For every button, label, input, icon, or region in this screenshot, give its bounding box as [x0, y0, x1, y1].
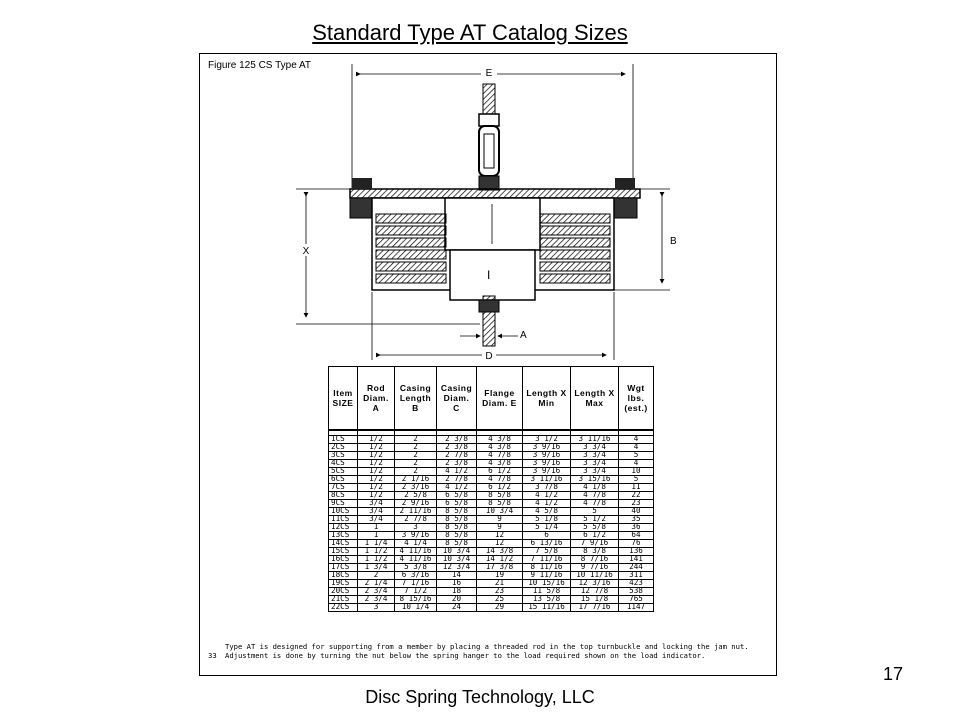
table-cell: 4 7/8 — [571, 492, 619, 500]
table-cell: 5 — [619, 476, 654, 484]
table-cell: 17CS — [329, 564, 358, 572]
table-cell: 141 — [619, 556, 654, 564]
table-cell: 8 5/8 — [477, 492, 523, 500]
table-cell: 6 1/2 — [477, 468, 523, 476]
table-cell: 6 3/16 — [395, 572, 437, 580]
table-row — [329, 460, 654, 468]
table-cell: 9 11/16 — [523, 572, 571, 580]
table-row — [329, 484, 654, 492]
slide-number: 17 — [883, 664, 904, 684]
table-row — [329, 444, 654, 452]
table-cell: 136 — [619, 548, 654, 556]
table-cell: 1 1/2 — [358, 556, 395, 564]
table-cell: 4 5/8 — [523, 508, 571, 516]
table-row — [329, 516, 654, 524]
table-cell: 4 7/8 — [571, 500, 619, 508]
table-cell: 5 — [571, 508, 619, 516]
table-cell: 4 3/8 — [477, 444, 523, 452]
slide-title: Standard Type AT Catalog Sizes — [312, 20, 628, 45]
table-cell: 1/2 — [358, 484, 395, 492]
table-cell: 19 — [477, 572, 523, 580]
table-cell: 22 — [619, 492, 654, 500]
table-cell: 244 — [619, 564, 654, 572]
table-cell: 13CS — [329, 532, 358, 540]
table-cell: 3/4 — [358, 516, 395, 524]
table-cell: 2 — [395, 452, 437, 460]
bottom-rod-nut — [479, 296, 499, 346]
table-cell: 1 1/4 — [358, 540, 395, 548]
table-cell: 423 — [619, 580, 654, 588]
table-cell: 1147 — [619, 604, 654, 612]
table-cell: 10CS — [329, 508, 358, 516]
spring-casing — [372, 198, 614, 300]
table-cell: 2 3/8 — [437, 460, 477, 468]
table-cell: 1/2 — [358, 492, 395, 500]
figure-label: Figure 125 CS Type AT — [208, 60, 312, 71]
table-cell: 3 11/16 — [523, 476, 571, 484]
table-cell: 3 15/16 — [571, 476, 619, 484]
table-cell: 5 1/4 — [523, 524, 571, 532]
table-cell: 11 — [619, 484, 654, 492]
table-cell: 2 — [395, 460, 437, 468]
table-cell: 2 — [395, 468, 437, 476]
table-cell: 8 5/8 — [437, 524, 477, 532]
table-cell: 36 — [619, 524, 654, 532]
table-cell: 24 — [437, 604, 477, 612]
table-cell: 14 1/2 — [477, 556, 523, 564]
table-cell: 7CS — [329, 484, 358, 492]
table-cell: 3 9/16 — [523, 452, 571, 460]
table-cell: 4 11/16 — [395, 548, 437, 556]
table-cell: 1 1/2 — [358, 548, 395, 556]
table-cell: 1 — [358, 532, 395, 540]
table-cell: 25 — [477, 596, 523, 604]
table-cell: 8 3/8 — [571, 548, 619, 556]
table-cell: 21 — [477, 580, 523, 588]
note-text: Type AT is designed for supporting from a member by placing a threaded rod in the top turnbuckle and locking the jam nut. Adjustment is done by turning the nut below the spring hanger to the load required shown on the load indicator. — [225, 642, 749, 660]
table-cell: 3 — [358, 604, 395, 612]
table-cell: 11CS — [329, 516, 358, 524]
table-cell: 3/4 — [358, 508, 395, 516]
table-cell: 2 3/4 — [358, 588, 395, 596]
table-cell: 3/4 — [358, 500, 395, 508]
table-cell: 2 3/8 — [437, 436, 477, 444]
table-cell: 2 1/16 — [395, 476, 437, 484]
table-cell: 22CS — [329, 604, 358, 612]
table-row — [329, 572, 654, 580]
table-cell: 10 3/4 — [437, 548, 477, 556]
table-cell: 14 3/8 — [477, 548, 523, 556]
table-cell: 1/2 — [358, 452, 395, 460]
table-cell: 5 5/8 — [571, 524, 619, 532]
dim-e-label: E — [485, 68, 493, 79]
table-cell: 5 3/8 — [395, 564, 437, 572]
table-row — [329, 524, 654, 532]
table-cell: 16CS — [329, 556, 358, 564]
table-cell: 15 1/8 — [571, 596, 619, 604]
table-cell: 12 3/16 — [571, 580, 619, 588]
table-cell: 3 9/16 — [395, 532, 437, 540]
table-cell: 3CS — [329, 452, 358, 460]
table-cell: 11 5/8 — [523, 588, 571, 596]
table-cell: 3 9/16 — [523, 444, 571, 452]
table-cell: 3 — [395, 524, 437, 532]
table-cell: 10 1/4 — [395, 604, 437, 612]
table-cell: 4 11/16 — [395, 556, 437, 564]
table-cell: 3 7/8 — [523, 484, 571, 492]
table-cell: 6CS — [329, 476, 358, 484]
table-cell: 17 7/16 — [571, 604, 619, 612]
table-cell: 18 — [437, 588, 477, 596]
table-cell: 4 1/2 — [523, 500, 571, 508]
table-cell: 8CS — [329, 492, 358, 500]
table-cell: 2 11/16 — [395, 508, 437, 516]
table-cell: 7 5/8 — [523, 548, 571, 556]
table-cell: 1 3/4 — [358, 564, 395, 572]
table-cell: 15 11/16 — [523, 604, 571, 612]
table-cell: 1 — [358, 524, 395, 532]
table-row — [329, 476, 654, 484]
table-cell: 4 1/2 — [523, 492, 571, 500]
table-cell: 4 7/8 — [477, 452, 523, 460]
table-cell: 9 7/16 — [571, 564, 619, 572]
table-cell: 5CS — [329, 468, 358, 476]
table-cell: 4 1/8 — [571, 484, 619, 492]
table-cell: 4 3/8 — [477, 460, 523, 468]
table-row — [329, 604, 654, 612]
table-cell: 10 15/16 — [523, 580, 571, 588]
table-cell: 1/2 — [358, 436, 395, 444]
table-cell: 16 — [437, 580, 477, 588]
table-cell: 4 — [619, 444, 654, 452]
table-cell: 3 1/2 — [523, 436, 571, 444]
table-cell: 6 1/2 — [571, 532, 619, 540]
table-cell: 10 3/4 — [437, 556, 477, 564]
table-cell: 1/2 — [358, 468, 395, 476]
table-cell: 765 — [619, 596, 654, 604]
table-cell: 17 3/8 — [477, 564, 523, 572]
table-row — [329, 596, 654, 604]
table-cell: 3 11/16 — [571, 436, 619, 444]
column-header: Item SIZE — [329, 367, 358, 431]
table-header-row — [329, 367, 654, 431]
table-cell: 40 — [619, 508, 654, 516]
catalog-page-number: 33 — [208, 651, 217, 660]
table-cell: 8 5/8 — [477, 500, 523, 508]
table-cell: 6 — [523, 532, 571, 540]
table-cell: 15CS — [329, 548, 358, 556]
table-cell: 7 11/16 — [523, 556, 571, 564]
table-row — [329, 452, 654, 460]
dim-a-label: A — [520, 330, 527, 341]
top-rod-turnbuckle — [479, 84, 499, 190]
table-row — [329, 564, 654, 572]
table-cell: 29 — [477, 604, 523, 612]
table-cell: 4 — [619, 436, 654, 444]
table-cell: 7 9/16 — [571, 540, 619, 548]
table-cell: 2 5/8 — [395, 492, 437, 500]
table-cell: 2 7/8 — [437, 476, 477, 484]
svg-text:I: I — [487, 268, 491, 282]
column-header: Casing Length B — [395, 367, 437, 431]
table-cell: 8 5/8 — [437, 532, 477, 540]
column-header: Length X Min — [523, 367, 571, 431]
table-cell: 4 7/8 — [477, 476, 523, 484]
table-cell: 12 — [477, 540, 523, 548]
column-header: Flange Diam. E — [477, 367, 523, 431]
table-cell: 9 — [477, 524, 523, 532]
table-cell: 3 3/4 — [571, 468, 619, 476]
table-row — [329, 436, 654, 444]
table-cell: 1CS — [329, 436, 358, 444]
table-row — [329, 532, 654, 540]
table-row — [329, 580, 654, 588]
table-cell: 3 3/4 — [571, 452, 619, 460]
table-cell: 23 — [619, 500, 654, 508]
table-cell: 2 — [395, 436, 437, 444]
table-cell: 8 5/8 — [437, 516, 477, 524]
table-cell: 2 — [358, 572, 395, 580]
table-cell: 5 — [619, 452, 654, 460]
table-row — [329, 540, 654, 548]
table-cell: 8 11/16 — [523, 564, 571, 572]
table-cell: 3 3/4 — [571, 460, 619, 468]
table-cell: 4 1/2 — [437, 468, 477, 476]
table-cell: 12 3/4 — [437, 564, 477, 572]
table-row — [329, 548, 654, 556]
table-cell: 35 — [619, 516, 654, 524]
table-cell: 1/2 — [358, 444, 395, 452]
dim-b-label: B — [670, 236, 677, 247]
table-cell: 19CS — [329, 580, 358, 588]
table-cell: 10 11/16 — [571, 572, 619, 580]
table-cell: 4 1/2 — [437, 484, 477, 492]
table-cell: 2 3/4 — [358, 596, 395, 604]
table-cell: 21CS — [329, 596, 358, 604]
catalog-sizes-table — [328, 366, 654, 612]
table-cell: 8 7/16 — [571, 556, 619, 564]
table-cell: 4CS — [329, 460, 358, 468]
dim-d-label: D — [485, 351, 493, 362]
table-cell: 5 1/8 — [523, 516, 571, 524]
table-cell: 64 — [619, 532, 654, 540]
table-cell: 14 — [437, 572, 477, 580]
table-row — [329, 500, 654, 508]
column-header: Rod Diam. A — [358, 367, 395, 431]
column-header: Length X Max — [571, 367, 619, 431]
table-row — [329, 556, 654, 564]
table-cell: 3 9/16 — [523, 468, 571, 476]
table-row — [329, 588, 654, 596]
table-cell: 538 — [619, 588, 654, 596]
table-cell: 12 7/8 — [571, 588, 619, 596]
usage-note — [208, 642, 766, 660]
table-cell: 6 13/16 — [523, 540, 571, 548]
table-cell: 2 9/16 — [395, 500, 437, 508]
table-cell: 6 5/8 — [437, 500, 477, 508]
table-cell: 3 3/4 — [571, 444, 619, 452]
type-at-drawing — [200, 54, 776, 366]
table-cell: 5 1/2 — [571, 516, 619, 524]
table-cell: 13 5/8 — [523, 596, 571, 604]
table-cell: 2 — [395, 444, 437, 452]
table-cell: 10 — [619, 468, 654, 476]
table-row — [329, 508, 654, 516]
table-cell: 1/2 — [358, 460, 395, 468]
table-cell: 8 5/8 — [437, 508, 477, 516]
table-cell: 20 — [437, 596, 477, 604]
table-cell: 2 7/8 — [437, 452, 477, 460]
dim-x-label: X — [302, 246, 310, 257]
table-cell: 12 — [477, 532, 523, 540]
table-cell: 12CS — [329, 524, 358, 532]
table-cell: 2 3/16 — [395, 484, 437, 492]
table-cell: 8 5/8 — [437, 540, 477, 548]
table-cell: 9CS — [329, 500, 358, 508]
column-header: Casing Diam. C — [437, 367, 477, 431]
table-cell: 4 3/8 — [477, 436, 523, 444]
table-cell: 4 1/4 — [395, 540, 437, 548]
table-cell: 2 7/8 — [395, 516, 437, 524]
table-cell: 9 — [477, 516, 523, 524]
table-cell: 76 — [619, 540, 654, 548]
table-cell: 7 1/16 — [395, 580, 437, 588]
footer-company: Disc Spring Technology, LLC — [365, 687, 595, 707]
table-cell: 7 1/2 — [395, 588, 437, 596]
table-cell: 6 5/8 — [437, 492, 477, 500]
table-cell: 1/2 — [358, 476, 395, 484]
table-cell: 2 3/8 — [437, 444, 477, 452]
table-cell: 10 3/4 — [477, 508, 523, 516]
table-row — [329, 468, 654, 476]
table-cell: 23 — [477, 588, 523, 596]
table-cell: 2 1/4 — [358, 580, 395, 588]
table-cell: 4 — [619, 460, 654, 468]
column-header: Wgt lbs. (est.) — [619, 367, 654, 431]
catalog-sheet — [199, 53, 777, 676]
table-cell: 18CS — [329, 572, 358, 580]
table-row — [329, 492, 654, 500]
table-cell: 8 15/16 — [395, 596, 437, 604]
table-cell: 2CS — [329, 444, 358, 452]
table-cell: 3 9/16 — [523, 460, 571, 468]
table-cell: 311 — [619, 572, 654, 580]
table-cell: 14CS — [329, 540, 358, 548]
table-cell: 6 1/2 — [477, 484, 523, 492]
table-cell: 20CS — [329, 588, 358, 596]
